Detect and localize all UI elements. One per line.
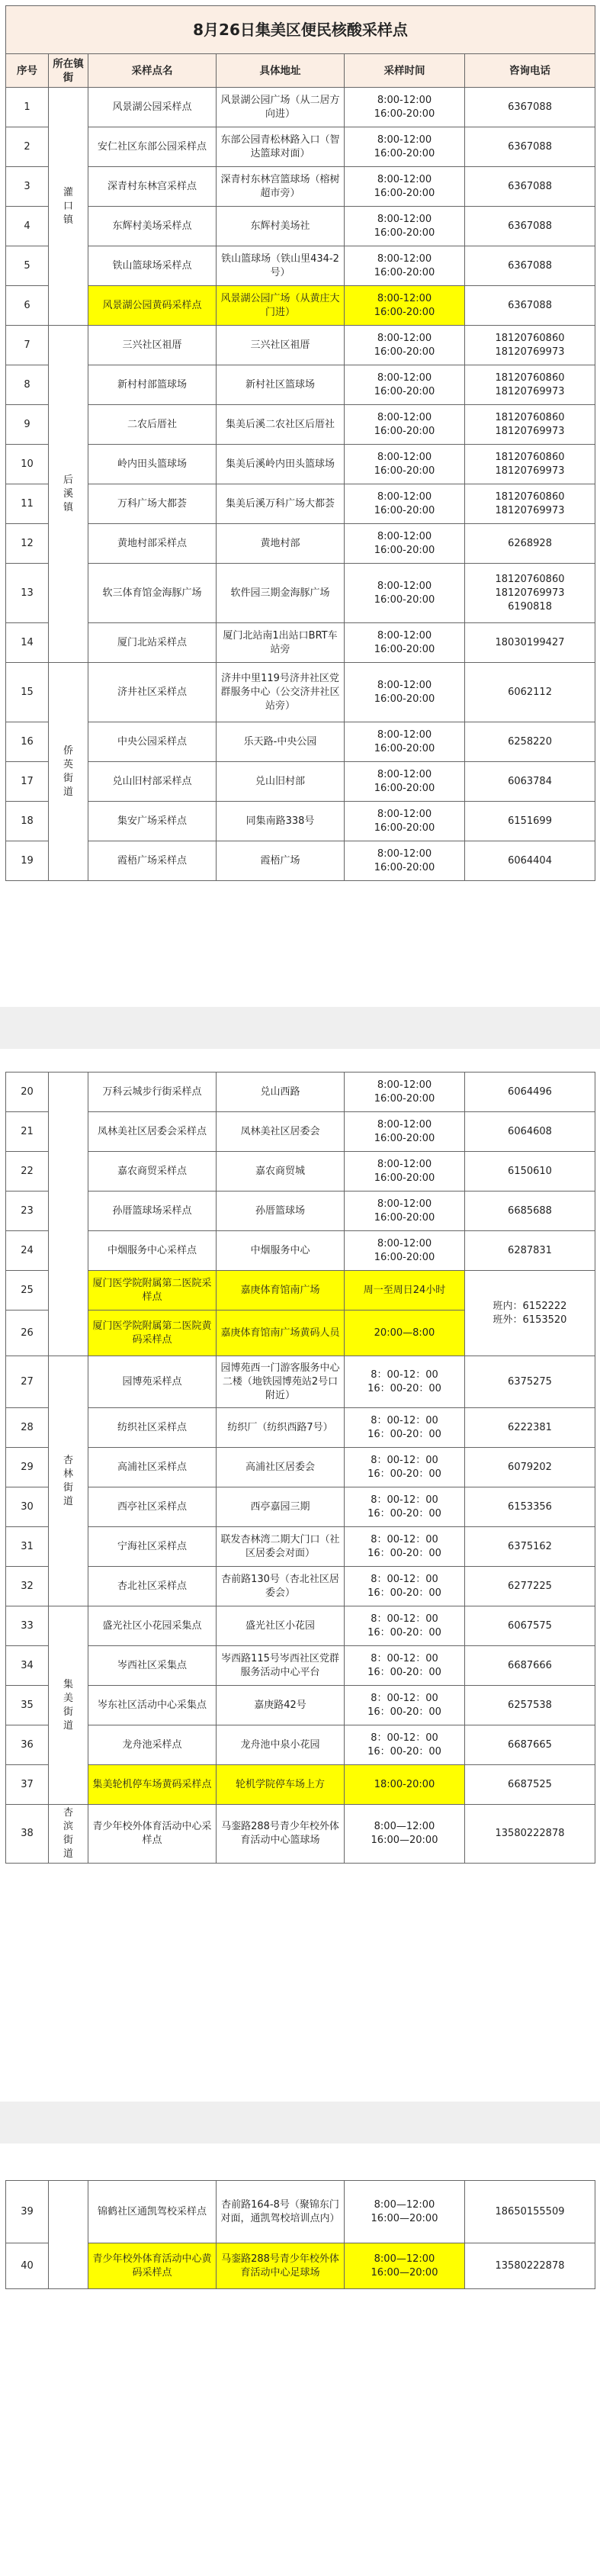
table-row [6, 167, 595, 207]
site-name: 岑西社区采集点 [88, 1646, 217, 1686]
contact-phone: 6687525 [465, 1765, 595, 1805]
site-address: 乐天路-中央公园 [217, 722, 345, 762]
contact-phone: 13580222878 [465, 2243, 595, 2289]
contact-phone: 6062112 [465, 663, 595, 722]
contact-phone: 6367088 [465, 167, 595, 207]
site-address: 铁山篮球场（铁山里434-2号） [217, 246, 345, 286]
sampling-time: 8:00—12:00 16:00—20:00 [345, 1805, 465, 1864]
table-row [6, 1152, 595, 1192]
site-address: 龙舟池中泉小花园 [217, 1725, 345, 1765]
table-row [6, 1073, 595, 1112]
contact-phone: 6367088 [465, 286, 595, 326]
table-row [6, 445, 595, 484]
contact-phone: 18650155509 [465, 2181, 595, 2243]
page-2 [0, 1049, 600, 2102]
table-row [6, 1271, 595, 1311]
sampling-time: 8：00-12：00 16：00-20：00 [345, 1356, 465, 1408]
sampling-time: 8:00-12:00 16:00-20:00 [345, 484, 465, 524]
site-address: 杏前路164-8号（聚锦东门对面，通凯驾校培训点内） [217, 2181, 345, 2243]
contact-phone: 6687665 [465, 1725, 595, 1765]
table-row [6, 326, 595, 365]
site-address: 高浦社区居委会 [217, 1448, 345, 1487]
table-row [6, 623, 595, 663]
site-name: 杏北社区采样点 [88, 1567, 217, 1606]
row-number: 22 [6, 1152, 49, 1192]
table-row [6, 246, 595, 286]
site-address: 凤林美社区居委会 [217, 1112, 345, 1152]
contact-phone: 6151699 [465, 802, 595, 841]
site-address: 纺织厂（纺织西路7号） [217, 1408, 345, 1448]
sampling-time: 8：00-12：00 16：00-20：00 [345, 1487, 465, 1527]
page-separator [0, 2102, 600, 2143]
site-name: 厦门医学院附属第二医院采样点 [88, 1271, 217, 1311]
site-name: 二农后厝社 [88, 405, 217, 445]
site-address: 集美后溪二农社区后厝社 [217, 405, 345, 445]
site-name: 软三体育馆金海豚广场 [88, 564, 217, 623]
site-name: 集安广场采样点 [88, 802, 217, 841]
row-number: 35 [6, 1686, 49, 1725]
contact-phone: 6153356 [465, 1487, 595, 1527]
row-number: 11 [6, 484, 49, 524]
table-row [6, 564, 595, 623]
table-row [6, 1448, 595, 1487]
contact-phone: 6367088 [465, 207, 595, 246]
sampling-time: 8：00-12：00 16：00-20：00 [345, 1567, 465, 1606]
sampling-time: 8:00-12:00 16:00-20:00 [345, 722, 465, 762]
page-separator [0, 1007, 600, 1049]
sampling-time: 8：00-12：00 16：00-20：00 [345, 1448, 465, 1487]
site-address: 嘉庚路42号 [217, 1686, 345, 1725]
site-address: 济井中里119号济井社区党群服务中心（公交济井社区站旁） [217, 663, 345, 722]
site-address: 同集南路338号 [217, 802, 345, 841]
page-1 [0, 0, 600, 1007]
row-number: 5 [6, 246, 49, 286]
site-address: 兑山旧村部 [217, 762, 345, 802]
site-address: 西亭嘉园三期 [217, 1487, 345, 1527]
table-row [6, 2243, 595, 2289]
contact-phone: 18030199427 [465, 623, 595, 663]
table-row [6, 762, 595, 802]
site-name: 东辉村美场采样点 [88, 207, 217, 246]
table-row [6, 1231, 595, 1271]
site-name: 风景湖公园黄码采样点 [88, 286, 217, 326]
row-number: 37 [6, 1765, 49, 1805]
site-name: 万科广场大都荟 [88, 484, 217, 524]
sampling-time: 18:00-20:00 [345, 1765, 465, 1805]
site-name: 园博苑采样点 [88, 1356, 217, 1408]
site-name: 霞梧广场采样点 [88, 841, 217, 881]
row-number: 12 [6, 524, 49, 564]
row-number: 31 [6, 1527, 49, 1567]
table-row [6, 802, 595, 841]
row-number: 27 [6, 1356, 49, 1408]
contact-phone: 6079202 [465, 1448, 595, 1487]
contact-phone: 6685688 [465, 1192, 595, 1231]
contact-phone: 6287831 [465, 1231, 595, 1271]
row-number: 18 [6, 802, 49, 841]
contact-phone: 6375162 [465, 1527, 595, 1567]
table-row [6, 1725, 595, 1765]
row-number: 28 [6, 1408, 49, 1448]
site-name: 青少年校外体育活动中心黄码采样点 [88, 2243, 217, 2289]
sampling-time: 8:00-12:00 16:00-20:00 [345, 1152, 465, 1192]
contact-phone: 6150610 [465, 1152, 595, 1192]
table-row [6, 1646, 595, 1686]
site-name: 宁海社区采样点 [88, 1527, 217, 1567]
site-address: 风景湖公园广场（从黄庄大门进） [217, 286, 345, 326]
table-row [6, 1567, 595, 1606]
site-name: 龙舟池采样点 [88, 1725, 217, 1765]
row-number: 13 [6, 564, 49, 623]
row-number: 20 [6, 1073, 49, 1112]
site-address: 联发杏林湾二期大门口（社区居委会对面） [217, 1527, 345, 1567]
row-number: 8 [6, 365, 49, 405]
site-address: 霞梧广场 [217, 841, 345, 881]
site-address: 嘉庚体育馆南广场黄码人员 [217, 1311, 345, 1356]
site-name: 黄地村部采样点 [88, 524, 217, 564]
site-name: 青少年校外体育活动中心采样点 [88, 1805, 217, 1864]
site-address: 盛光社区小花园 [217, 1606, 345, 1646]
site-name: 高浦社区采样点 [88, 1448, 217, 1487]
header-town: 所在镇街 [49, 54, 88, 88]
table-row [6, 1686, 595, 1725]
site-address: 软件园三期金海豚广场 [217, 564, 345, 623]
row-number: 26 [6, 1311, 49, 1356]
contact-phone: 班内：6152222 班外：6153520 [465, 1271, 595, 1356]
row-number: 6 [6, 286, 49, 326]
sampling-time: 8:00-12:00 16:00-20:00 [345, 207, 465, 246]
site-address: 东部公园青松林路入口（智达篮球对面） [217, 127, 345, 167]
town-cell: 侨 英 街 道 [49, 663, 88, 881]
site-name: 深青村东林宫采样点 [88, 167, 217, 207]
site-address: 园博苑西一门游客服务中心二楼（地铁园博苑站2号口附近） [217, 1356, 345, 1408]
table-row [6, 1765, 595, 1805]
table-row [6, 1606, 595, 1646]
sampling-time: 8:00-12:00 16:00-20:00 [345, 1073, 465, 1112]
town-cell [49, 2181, 88, 2289]
contact-phone: 18120760860 18120769973 [465, 484, 595, 524]
sampling-time: 8:00-12:00 16:00-20:00 [345, 1192, 465, 1231]
sampling-time: 8:00-12:00 16:00-20:00 [345, 762, 465, 802]
table-row [6, 722, 595, 762]
site-address: 马銮路288号青少年校外体育活动中心篮球场 [217, 1805, 345, 1864]
site-name: 铁山篮球场采样点 [88, 246, 217, 286]
row-number: 24 [6, 1231, 49, 1271]
contact-phone: 6222381 [465, 1408, 595, 1448]
row-number: 3 [6, 167, 49, 207]
table-row [6, 1408, 595, 1448]
sampling-time: 8:00-12:00 16:00-20:00 [345, 246, 465, 286]
contact-phone: 18120760860 18120769973 6190818 [465, 564, 595, 623]
sampling-table-page-3 [5, 2180, 595, 2289]
site-address: 杏前路130号（杏北社区居委会） [217, 1567, 345, 1606]
table-row [6, 405, 595, 445]
site-name: 纺织社区采样点 [88, 1408, 217, 1448]
town-cell: 集 美 街 道 [49, 1606, 88, 1805]
sampling-time: 8:00-12:00 16:00-20:00 [345, 663, 465, 722]
site-name: 锦鹤社区通凯驾校采样点 [88, 2181, 217, 2243]
sampling-time: 8:00-12:00 16:00-20:00 [345, 564, 465, 623]
site-address: 岑西路115号岑西社区党群服务活动中心平台 [217, 1646, 345, 1686]
sampling-time: 20:00—8:00 [345, 1311, 465, 1356]
town-cell: 杏 林 街 道 [49, 1356, 88, 1606]
page-3 [0, 2143, 600, 2576]
contact-phone: 13580222878 [465, 1805, 595, 1864]
sampling-time: 8:00-12:00 16:00-20:00 [345, 445, 465, 484]
table-row [6, 841, 595, 881]
site-address: 三兴社区祖厝 [217, 326, 345, 365]
contact-phone: 6257538 [465, 1686, 595, 1725]
site-name: 厦门北站采样点 [88, 623, 217, 663]
sampling-time: 8：00-12：00 16：00-20：00 [345, 1686, 465, 1725]
sampling-time: 8:00-12:00 16:00-20:00 [345, 802, 465, 841]
row-number: 32 [6, 1567, 49, 1606]
contact-phone: 18120760860 18120769973 [465, 365, 595, 405]
site-address: 风景湖公园广场（从二居方向进） [217, 88, 345, 127]
town-cell: 后 溪 镇 [49, 326, 88, 663]
table-row [6, 663, 595, 722]
contact-phone: 6687666 [465, 1646, 595, 1686]
site-name: 兑山旧村部采样点 [88, 762, 217, 802]
site-address: 东辉村美场社 [217, 207, 345, 246]
row-number: 15 [6, 663, 49, 722]
row-number: 40 [6, 2243, 49, 2289]
sampling-time: 8:00-12:00 16:00-20:00 [345, 286, 465, 326]
contact-phone: 6064496 [465, 1073, 595, 1112]
site-address: 黄地村部 [217, 524, 345, 564]
row-number: 14 [6, 623, 49, 663]
sampling-time: 8：00-12：00 16：00-20：00 [345, 1606, 465, 1646]
sampling-table-page-1 [5, 5, 595, 881]
table-row [6, 1356, 595, 1408]
sampling-time: 8：00-12：00 16：00-20：00 [345, 1408, 465, 1448]
contact-phone: 6367088 [465, 246, 595, 286]
sampling-time: 周一至周日24小时 [345, 1271, 465, 1311]
header-name: 采样点名 [88, 54, 217, 88]
header-address: 具体地址 [217, 54, 345, 88]
site-name: 风景湖公园采样点 [88, 88, 217, 127]
sampling-table-page-2 [5, 1072, 595, 1864]
site-address: 深青村东林宫篮球场（榕树超市旁） [217, 167, 345, 207]
sampling-time: 8:00—12:00 16:00—20:00 [345, 2181, 465, 2243]
row-number: 38 [6, 1805, 49, 1864]
site-name: 凤林美社区居委会采样点 [88, 1112, 217, 1152]
row-number: 23 [6, 1192, 49, 1231]
contact-phone: 6067575 [465, 1606, 595, 1646]
contact-phone: 6064608 [465, 1112, 595, 1152]
town-cell: 杏 滨 街 道 [49, 1805, 88, 1864]
row-number: 34 [6, 1646, 49, 1686]
row-number: 9 [6, 405, 49, 445]
table-row [6, 524, 595, 564]
sampling-time: 8：00-12：00 16：00-20：00 [345, 1646, 465, 1686]
row-number: 25 [6, 1271, 49, 1311]
row-number: 33 [6, 1606, 49, 1646]
sampling-time: 8：00-12：00 16：00-20：00 [345, 1725, 465, 1765]
row-number: 7 [6, 326, 49, 365]
table-row [6, 286, 595, 326]
site-address: 集美后溪万科广场大都荟 [217, 484, 345, 524]
header-time: 采样时间 [345, 54, 465, 88]
contact-phone: 6258220 [465, 722, 595, 762]
contact-phone: 6268928 [465, 524, 595, 564]
sampling-time: 8:00-12:00 16:00-20:00 [345, 127, 465, 167]
page-title: 8月26日集美区便民核酸采样点 [6, 6, 595, 54]
row-number: 19 [6, 841, 49, 881]
sampling-time: 8：00-12：00 16：00-20：00 [345, 1527, 465, 1567]
site-name: 岑东社区活动中心采集点 [88, 1686, 217, 1725]
site-name: 济井社区采样点 [88, 663, 217, 722]
sampling-time: 8:00—12:00 16:00—20:00 [345, 2243, 465, 2289]
table-row [6, 1805, 595, 1864]
site-address: 厦门北站南1出站口BRT车站旁 [217, 623, 345, 663]
site-address: 轮机学院停车场上方 [217, 1765, 345, 1805]
sampling-time: 8:00-12:00 16:00-20:00 [345, 524, 465, 564]
sampling-time: 8:00-12:00 16:00-20:00 [345, 167, 465, 207]
row-number: 1 [6, 88, 49, 127]
row-number: 30 [6, 1487, 49, 1527]
row-number: 4 [6, 207, 49, 246]
site-name: 三兴社区祖厝 [88, 326, 217, 365]
sampling-time: 8:00-12:00 16:00-20:00 [345, 365, 465, 405]
sampling-time: 8:00-12:00 16:00-20:00 [345, 88, 465, 127]
contact-phone: 6367088 [465, 127, 595, 167]
table-row [6, 1527, 595, 1567]
contact-phone: 6064404 [465, 841, 595, 881]
site-name: 安仁社区东部公园采样点 [88, 127, 217, 167]
site-address: 嘉庚体育馆南广场 [217, 1271, 345, 1311]
site-name: 孙厝篮球场采样点 [88, 1192, 217, 1231]
contact-phone: 6367088 [465, 88, 595, 127]
site-address: 中烟服务中心 [217, 1231, 345, 1271]
site-address: 兑山西路 [217, 1073, 345, 1112]
row-number: 10 [6, 445, 49, 484]
site-name: 厦门医学院附属第二医院黄码采样点 [88, 1311, 217, 1356]
contact-phone: 18120760860 18120769973 [465, 445, 595, 484]
row-number: 16 [6, 722, 49, 762]
site-name: 岭内田头篮球场 [88, 445, 217, 484]
site-address: 马銮路288号青少年校外体育活动中心足球场 [217, 2243, 345, 2289]
site-name: 盛光社区小花园采集点 [88, 1606, 217, 1646]
header-phone: 咨询电话 [465, 54, 595, 88]
town-cell [49, 1073, 88, 1356]
site-name: 中央公园采样点 [88, 722, 217, 762]
contact-phone: 18120760860 18120769973 [465, 405, 595, 445]
sampling-time: 8:00-12:00 16:00-20:00 [345, 326, 465, 365]
town-cell: 灌 口 镇 [49, 88, 88, 326]
row-number: 2 [6, 127, 49, 167]
table-row [6, 1487, 595, 1527]
row-number: 39 [6, 2181, 49, 2243]
site-address: 新村社区篮球场 [217, 365, 345, 405]
row-number: 21 [6, 1112, 49, 1152]
table-row [6, 2181, 595, 2243]
table-row [6, 484, 595, 524]
table-row [6, 365, 595, 405]
table-row [6, 1112, 595, 1152]
contact-phone: 6277225 [465, 1567, 595, 1606]
sampling-time: 8:00-12:00 16:00-20:00 [345, 841, 465, 881]
sampling-time: 8:00-12:00 16:00-20:00 [345, 623, 465, 663]
site-name: 集美轮机停车场黄码采样点 [88, 1765, 217, 1805]
sampling-time: 8:00-12:00 16:00-20:00 [345, 1112, 465, 1152]
sampling-time: 8:00-12:00 16:00-20:00 [345, 1231, 465, 1271]
site-address: 集美后溪岭内田头篮球场 [217, 445, 345, 484]
site-name: 西亭社区采样点 [88, 1487, 217, 1527]
table-row [6, 88, 595, 127]
site-name: 万科云城步行街采样点 [88, 1073, 217, 1112]
header-no: 序号 [6, 54, 49, 88]
table-row [6, 127, 595, 167]
table-row [6, 207, 595, 246]
contact-phone: 18120760860 18120769973 [465, 326, 595, 365]
contact-phone: 6063784 [465, 762, 595, 802]
row-number: 36 [6, 1725, 49, 1765]
contact-phone: 6375275 [465, 1356, 595, 1408]
row-number: 29 [6, 1448, 49, 1487]
sampling-time: 8:00-12:00 16:00-20:00 [345, 405, 465, 445]
table-row [6, 1192, 595, 1231]
site-address: 嘉农商贸城 [217, 1152, 345, 1192]
site-name: 中烟服务中心采样点 [88, 1231, 217, 1271]
row-number: 17 [6, 762, 49, 802]
site-name: 嘉农商贸采样点 [88, 1152, 217, 1192]
site-name: 新村村部篮球场 [88, 365, 217, 405]
site-address: 孙厝篮球场 [217, 1192, 345, 1231]
